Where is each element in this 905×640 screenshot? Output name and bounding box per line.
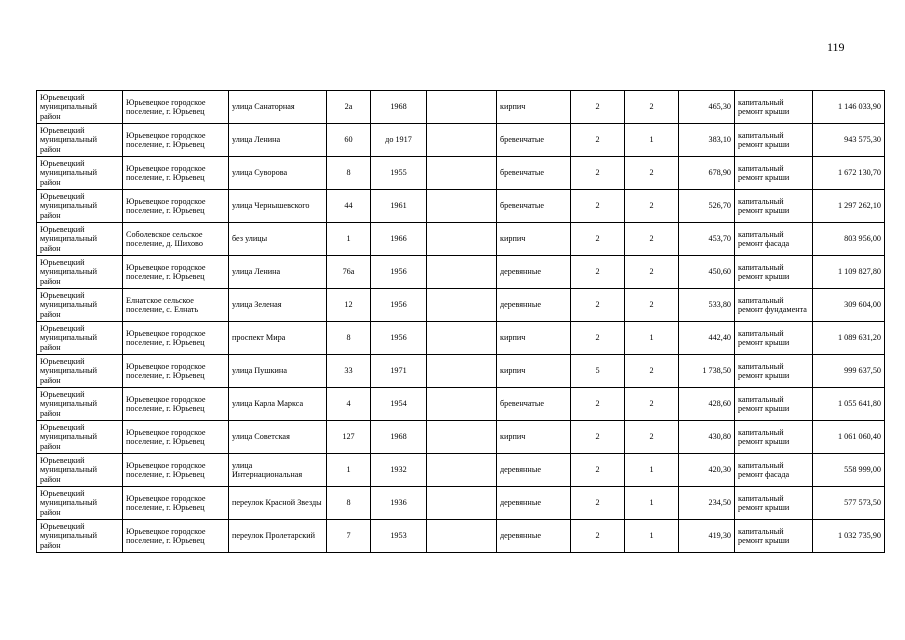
- cell-area: 1 738,50: [679, 355, 735, 388]
- cell-settlement: Елнатское сельское поселение, с. Елнать: [123, 289, 229, 322]
- cell-street: улица Ленина: [229, 256, 327, 289]
- table-row: [37, 91, 885, 124]
- cell-empty: [427, 223, 497, 256]
- cell-floors: 2: [571, 256, 625, 289]
- cell-empty: [427, 289, 497, 322]
- table-row: [37, 256, 885, 289]
- cell-year: 1966: [371, 223, 427, 256]
- cell-work-type: капитальный ремонт фасада: [735, 223, 813, 256]
- cell-entrances: 1: [625, 454, 679, 487]
- table-row: [37, 421, 885, 454]
- table-row: [37, 487, 885, 520]
- cell-empty: [427, 520, 497, 553]
- cell-empty: [427, 454, 497, 487]
- cell-floors: 2: [571, 388, 625, 421]
- cell-wall-material: кирпич: [497, 223, 571, 256]
- cell-settlement: Юрьевецкое городское поселение, г. Юрьевец: [123, 454, 229, 487]
- cell-house-number: 1: [327, 454, 371, 487]
- cell-work-type: капитальный ремонт фундамента: [735, 289, 813, 322]
- cell-area: 678,90: [679, 157, 735, 190]
- cell-district: Юрьевецкий муниципальный район: [37, 190, 123, 223]
- cell-cost: 1 032 735,90: [813, 520, 885, 553]
- cell-house-number: 76а: [327, 256, 371, 289]
- cell-work-type: капитальный ремонт крыши: [735, 91, 813, 124]
- cell-wall-material: кирпич: [497, 91, 571, 124]
- table-row: [37, 223, 885, 256]
- cell-street: переулок Пролетарский: [229, 520, 327, 553]
- cell-year: 1956: [371, 322, 427, 355]
- cell-wall-material: кирпич: [497, 322, 571, 355]
- cell-empty: [427, 256, 497, 289]
- cell-cost: 1 146 033,90: [813, 91, 885, 124]
- cell-floors: 2: [571, 289, 625, 322]
- cell-district: Юрьевецкий муниципальный район: [37, 454, 123, 487]
- cell-district: Юрьевецкий муниципальный район: [37, 223, 123, 256]
- cell-house-number: 1: [327, 223, 371, 256]
- cell-floors: 2: [571, 190, 625, 223]
- cell-cost: 943 575,30: [813, 124, 885, 157]
- cell-wall-material: кирпич: [497, 421, 571, 454]
- cell-year: 1971: [371, 355, 427, 388]
- cell-entrances: 2: [625, 289, 679, 322]
- cell-area: 442,40: [679, 322, 735, 355]
- cell-area: 450,60: [679, 256, 735, 289]
- cell-street: улица Советская: [229, 421, 327, 454]
- cell-entrances: 2: [625, 223, 679, 256]
- table-body: [37, 91, 885, 553]
- cell-settlement: Юрьевецкое городское поселение, г. Юрьевец: [123, 421, 229, 454]
- cell-entrances: 1: [625, 520, 679, 553]
- cell-work-type: капитальный ремонт крыши: [735, 322, 813, 355]
- cell-district: Юрьевецкий муниципальный район: [37, 421, 123, 454]
- table-row: [37, 454, 885, 487]
- cell-entrances: 1: [625, 487, 679, 520]
- cell-entrances: 2: [625, 190, 679, 223]
- cell-house-number: 33: [327, 355, 371, 388]
- cell-district: Юрьевецкий муниципальный район: [37, 157, 123, 190]
- cell-empty: [427, 124, 497, 157]
- cell-area: 420,30: [679, 454, 735, 487]
- cell-work-type: капитальный ремонт крыши: [735, 355, 813, 388]
- cell-settlement: Юрьевецкое городское поселение, г. Юрьевец: [123, 322, 229, 355]
- cell-work-type: капитальный ремонт крыши: [735, 388, 813, 421]
- table-row: [37, 388, 885, 421]
- cell-work-type: капитальный ремонт крыши: [735, 256, 813, 289]
- cell-floors: 5: [571, 355, 625, 388]
- cell-area: 234,50: [679, 487, 735, 520]
- cell-settlement: Юрьевецкое городское поселение, г. Юрьевец: [123, 520, 229, 553]
- cell-work-type: капитальный ремонт крыши: [735, 190, 813, 223]
- cell-street: улица Карла Маркса: [229, 388, 327, 421]
- table-row: [37, 322, 885, 355]
- cell-year: 1953: [371, 520, 427, 553]
- cell-cost: 577 573,50: [813, 487, 885, 520]
- cell-area: 465,30: [679, 91, 735, 124]
- cell-empty: [427, 421, 497, 454]
- cell-district: Юрьевецкий муниципальный район: [37, 355, 123, 388]
- cell-floors: 2: [571, 487, 625, 520]
- cell-cost: 1 055 641,80: [813, 388, 885, 421]
- cell-entrances: 2: [625, 256, 679, 289]
- cell-wall-material: бревенчатые: [497, 157, 571, 190]
- cell-cost: 1 672 130,70: [813, 157, 885, 190]
- cell-settlement: Юрьевецкое городское поселение, г. Юрьевец: [123, 487, 229, 520]
- cell-entrances: 2: [625, 157, 679, 190]
- cell-wall-material: бревенчатые: [497, 190, 571, 223]
- page-number: 119: [827, 40, 845, 54]
- cell-empty: [427, 91, 497, 124]
- cell-empty: [427, 355, 497, 388]
- table-row: [37, 190, 885, 223]
- cell-house-number: 4: [327, 388, 371, 421]
- cell-year: до 1917: [371, 124, 427, 157]
- cell-house-number: 7: [327, 520, 371, 553]
- cell-year: 1968: [371, 421, 427, 454]
- cell-work-type: капитальный ремонт крыши: [735, 520, 813, 553]
- cell-year: 1936: [371, 487, 427, 520]
- cell-year: 1956: [371, 289, 427, 322]
- cell-entrances: 1: [625, 124, 679, 157]
- cell-district: Юрьевецкий муниципальный район: [37, 388, 123, 421]
- table-row: [37, 520, 885, 553]
- cell-cost: 309 604,00: [813, 289, 885, 322]
- cell-entrances: 2: [625, 355, 679, 388]
- cell-district: Юрьевецкий муниципальный район: [37, 322, 123, 355]
- cell-area: 383,10: [679, 124, 735, 157]
- cell-street: улица Интернациональная: [229, 454, 327, 487]
- cell-area: 526,70: [679, 190, 735, 223]
- cell-street: улица Ленина: [229, 124, 327, 157]
- cell-floors: 2: [571, 157, 625, 190]
- cell-house-number: 8: [327, 487, 371, 520]
- cell-area: 430,80: [679, 421, 735, 454]
- cell-work-type: капитальный ремонт крыши: [735, 157, 813, 190]
- housing-repair-table: [36, 90, 885, 553]
- cell-cost: 999 637,50: [813, 355, 885, 388]
- cell-wall-material: бревенчатые: [497, 388, 571, 421]
- cell-wall-material: деревянные: [497, 256, 571, 289]
- cell-district: Юрьевецкий муниципальный район: [37, 91, 123, 124]
- cell-cost: 803 956,00: [813, 223, 885, 256]
- table-row: [37, 124, 885, 157]
- cell-empty: [427, 322, 497, 355]
- cell-area: 453,70: [679, 223, 735, 256]
- cell-house-number: 60: [327, 124, 371, 157]
- cell-empty: [427, 157, 497, 190]
- cell-wall-material: бревенчатые: [497, 124, 571, 157]
- cell-house-number: 8: [327, 157, 371, 190]
- cell-year: 1954: [371, 388, 427, 421]
- cell-floors: 2: [571, 322, 625, 355]
- cell-entrances: 2: [625, 421, 679, 454]
- cell-entrances: 2: [625, 91, 679, 124]
- cell-settlement: Юрьевецкое городское поселение, г. Юрьевец: [123, 388, 229, 421]
- cell-year: 1955: [371, 157, 427, 190]
- cell-floors: 2: [571, 124, 625, 157]
- cell-wall-material: деревянные: [497, 289, 571, 322]
- cell-work-type: капитальный ремонт фасада: [735, 454, 813, 487]
- cell-floors: 2: [571, 454, 625, 487]
- cell-street: улица Суворова: [229, 157, 327, 190]
- cell-wall-material: кирпич: [497, 355, 571, 388]
- table-row: [37, 157, 885, 190]
- cell-district: Юрьевецкий муниципальный район: [37, 520, 123, 553]
- cell-year: 1932: [371, 454, 427, 487]
- cell-settlement: Юрьевецкое городское поселение, г. Юрьевец: [123, 190, 229, 223]
- cell-work-type: капитальный ремонт крыши: [735, 487, 813, 520]
- cell-house-number: 8: [327, 322, 371, 355]
- cell-year: 1956: [371, 256, 427, 289]
- cell-cost: 1 297 262,10: [813, 190, 885, 223]
- cell-street: улица Санаторная: [229, 91, 327, 124]
- cell-district: Юрьевецкий муниципальный район: [37, 256, 123, 289]
- cell-cost: 1 061 060,40: [813, 421, 885, 454]
- cell-empty: [427, 487, 497, 520]
- cell-empty: [427, 388, 497, 421]
- cell-settlement: Юрьевецкое городское поселение, г. Юрьевец: [123, 355, 229, 388]
- cell-street: переулок Красной Звезды: [229, 487, 327, 520]
- cell-settlement: Юрьевецкое городское поселение, г. Юрьевец: [123, 157, 229, 190]
- cell-cost: 558 999,00: [813, 454, 885, 487]
- cell-settlement: Юрьевецкое городское поселение, г. Юрьевец: [123, 256, 229, 289]
- cell-wall-material: деревянные: [497, 487, 571, 520]
- cell-house-number: 44: [327, 190, 371, 223]
- table-row: [37, 355, 885, 388]
- cell-district: Юрьевецкий муниципальный район: [37, 289, 123, 322]
- cell-settlement: Юрьевецкое городское поселение, г. Юрьевец: [123, 124, 229, 157]
- cell-wall-material: деревянные: [497, 520, 571, 553]
- cell-house-number: 12: [327, 289, 371, 322]
- cell-district: Юрьевецкий муниципальный район: [37, 124, 123, 157]
- cell-floors: 2: [571, 91, 625, 124]
- table-row: [37, 289, 885, 322]
- cell-district: Юрьевецкий муниципальный район: [37, 487, 123, 520]
- cell-wall-material: деревянные: [497, 454, 571, 487]
- cell-house-number: 127: [327, 421, 371, 454]
- cell-cost: 1 109 827,80: [813, 256, 885, 289]
- cell-street: без улицы: [229, 223, 327, 256]
- cell-street: улица Зеленая: [229, 289, 327, 322]
- cell-area: 428,60: [679, 388, 735, 421]
- cell-work-type: капитальный ремонт крыши: [735, 124, 813, 157]
- cell-entrances: 1: [625, 322, 679, 355]
- cell-street: проспект Мира: [229, 322, 327, 355]
- cell-house-number: 2а: [327, 91, 371, 124]
- cell-work-type: капитальный ремонт крыши: [735, 421, 813, 454]
- cell-year: 1961: [371, 190, 427, 223]
- cell-floors: 2: [571, 520, 625, 553]
- cell-year: 1968: [371, 91, 427, 124]
- cell-area: 419,30: [679, 520, 735, 553]
- cell-empty: [427, 190, 497, 223]
- cell-floors: 2: [571, 421, 625, 454]
- cell-street: улица Пушкина: [229, 355, 327, 388]
- cell-cost: 1 089 631,20: [813, 322, 885, 355]
- cell-floors: 2: [571, 223, 625, 256]
- cell-area: 533,80: [679, 289, 735, 322]
- cell-street: улица Чернышевского: [229, 190, 327, 223]
- cell-settlement: Соболевское сельское поселение, д. Шихово: [123, 223, 229, 256]
- cell-settlement: Юрьевецкое городское поселение, г. Юрьевец: [123, 91, 229, 124]
- cell-entrances: 2: [625, 388, 679, 421]
